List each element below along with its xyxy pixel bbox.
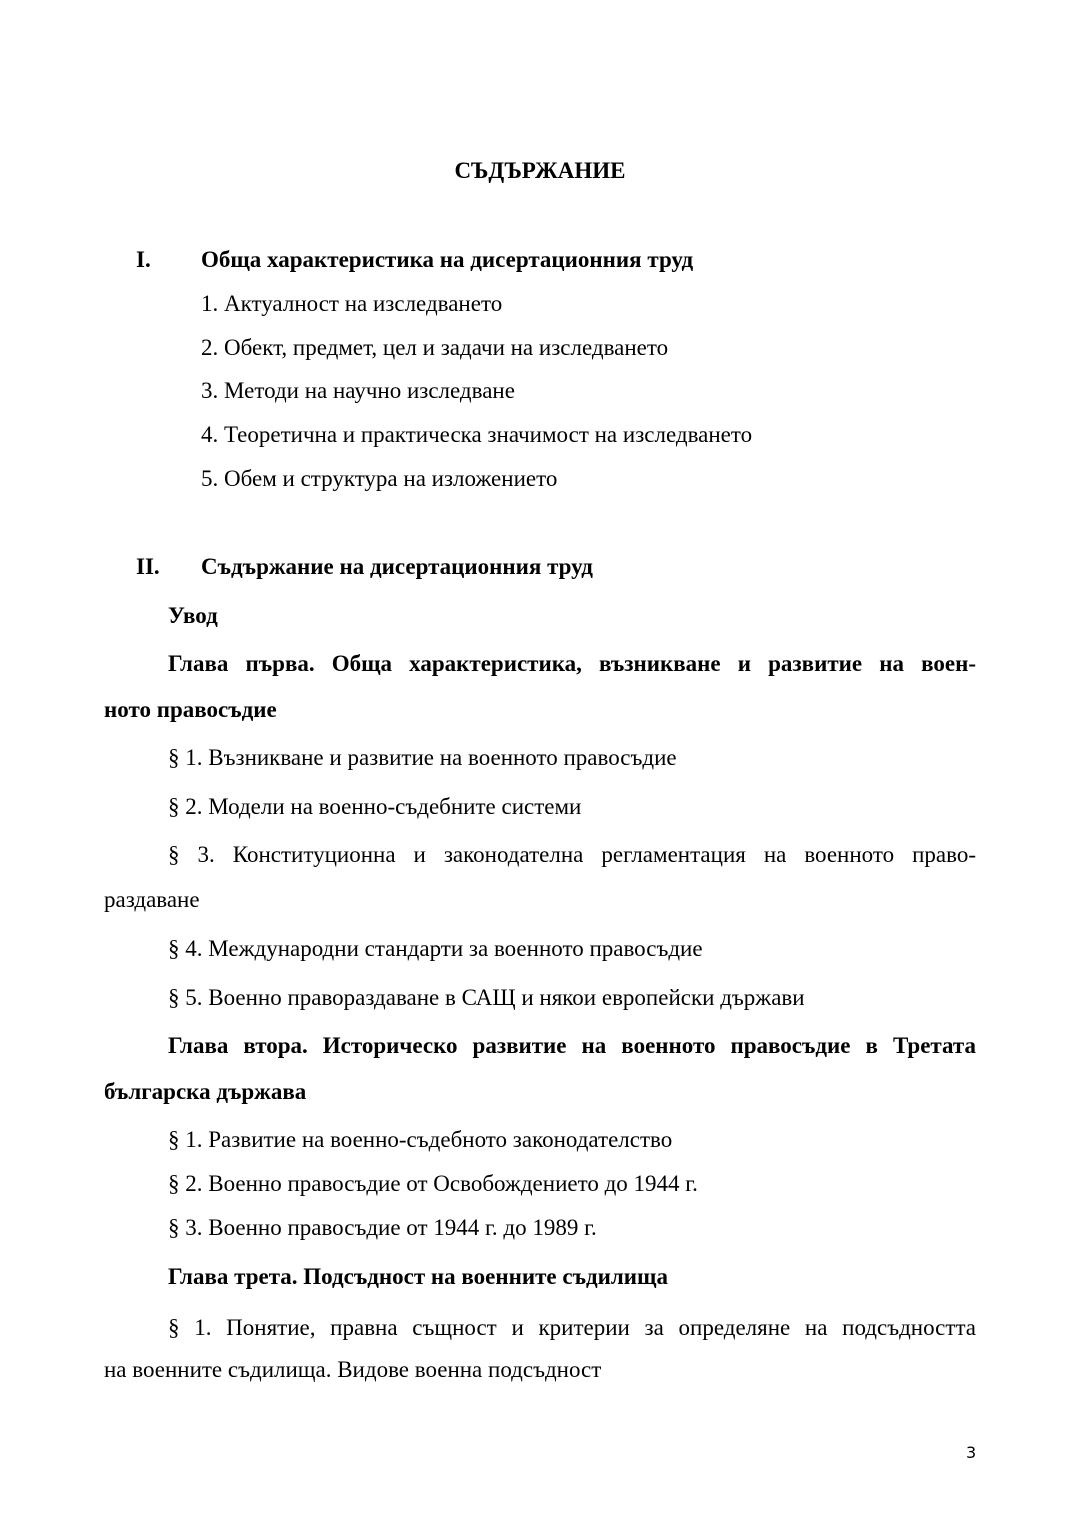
section-2-heading: Съдържание на дисертационния труд (201, 554, 593, 579)
toc-item: § 3. Военно правосъдие от 1944 г. до 1989 г. (168, 1215, 597, 1240)
toc-item: § 5. Военно правораздаване в САЩ и някои европейски държави (168, 985, 805, 1010)
toc-item: § 4. Международни стандарти за военното правосъдие (168, 936, 703, 961)
page-number: 3 (966, 1443, 977, 1462)
toc-item-line2: раздаване (104, 887, 200, 912)
toc-item: 1. Актуалност на изследването (201, 291, 503, 316)
toc-item-line2: на военните съдилища. Видове военна подсъдност (104, 1357, 602, 1382)
chapter-2-heading-line1: Глава втора. Историческо развитие на военното правосъдие в Третата (168, 1033, 976, 1058)
toc-item-line1: § 1. Понятие, правна същност и критерии за определяне на подсъдността (168, 1315, 976, 1340)
toc-item: § 1. Развитие на военно-съдебното законодателство (168, 1127, 673, 1152)
toc-item: 2. Обект, предмет, цел и задачи на изследването (201, 335, 669, 360)
chapter-2-heading-line2: българска държава (104, 1079, 307, 1104)
toc-item: § 2. Военно правосъдие от Освобождението до 1944 г. (168, 1171, 698, 1196)
page-title: СЪДЪРЖАНИЕ (454, 158, 626, 183)
toc-item: 3. Методи на научно изследване (201, 378, 515, 403)
section-1-numeral: I. (136, 247, 151, 272)
intro-heading: Увод (168, 603, 218, 628)
chapter-1-heading-line1: Глава първа. Обща характеристика, възникване и развитие на воен- (168, 651, 976, 676)
toc-item: § 2. Модели на военно-съдебните системи (168, 794, 582, 819)
toc-item: 4. Теоретична и практическа значимост на изследването (201, 422, 753, 447)
chapter-1-heading-line2: ното правосъдие (104, 697, 277, 722)
section-1-heading: Обща характеристика на дисертационния труд (201, 247, 694, 272)
section-2-numeral: II. (136, 554, 160, 579)
toc-item-line1: § 3. Конституционна и законодателна регламентация на военното право- (168, 842, 976, 867)
toc-item: § 1. Възникване и развитие на военното правосъдие (168, 745, 677, 770)
toc-item: 5. Обем и структура на изложението (201, 466, 558, 491)
chapter-3-heading: Глава трета. Подсъдност на военните съдилища (168, 1264, 668, 1289)
